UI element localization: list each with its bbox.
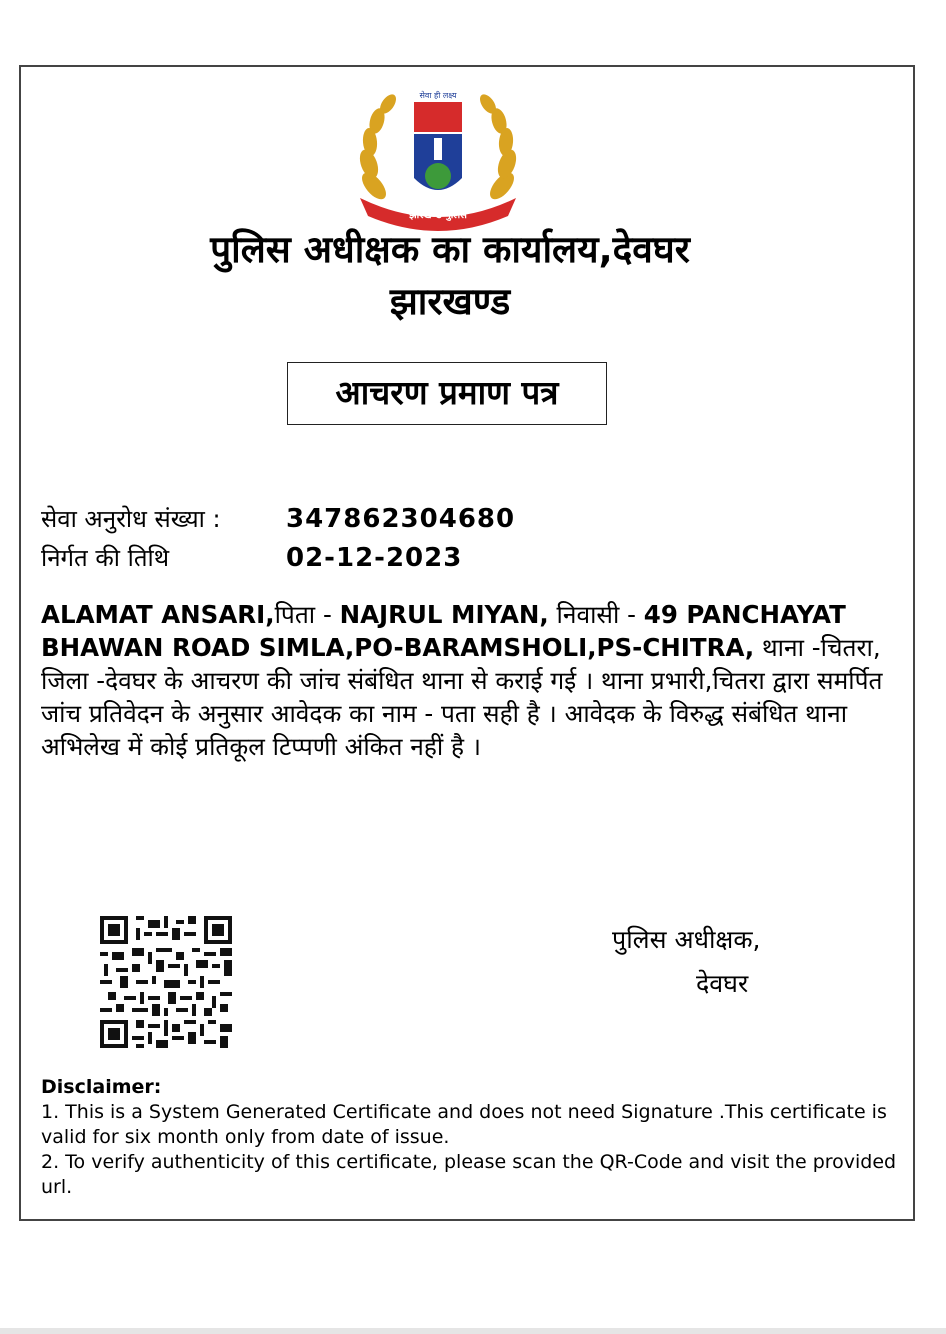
applicant-address: 49 PANCHAYAT BHAWAN ROAD SIMLA,PO-BARAMSHOLI,PS-CHITRA, [41, 600, 846, 662]
qr-code-icon[interactable] [100, 916, 232, 1048]
office-title-line1: पुलिस अधीक्षक का कार्यालय,देवघर [210, 228, 690, 271]
disclaimer-item-1: 1. This is a System Generated Certificate and does not need Signature .This certificate is valid for six month only from date of issue. [41, 1101, 887, 1148]
page-bottom-edge [0, 1328, 946, 1334]
issue-date-value: 02-12-2023 [286, 543, 463, 573]
emblem-motto: सेवा ही लक्ष्य [419, 91, 457, 100]
request-number-row [41, 502, 515, 535]
disclaimer-block [41, 1075, 901, 1200]
signatory-block [612, 918, 761, 1006]
father-label: पिता - [274, 600, 340, 629]
father-name: NAJRUL MIYAN, [339, 600, 549, 629]
address-label: निवासी - [548, 600, 644, 629]
signatory-place: देवघर [696, 969, 749, 998]
disclaimer-item-2: 2. To verify authenticity of this certificate, please scan the QR-Code and visit the provided url. [41, 1151, 897, 1198]
request-number-value: 347862304680 [286, 504, 516, 534]
applicant-name: ALAMAT ANSARI, [41, 600, 275, 629]
disclaimer-heading: Disclaimer: [41, 1076, 162, 1098]
office-title [120, 224, 780, 328]
issue-date-row [41, 541, 462, 574]
request-number-label: सेवा अनुरोध संख्या : [41, 505, 221, 533]
verification-statement: थाना -चितरा, जिला -देवघर के आचरण की जांच संबंधित थाना से कराई गई । थाना प्रभारी,चितरा द्वारा समर्पित जांच प्रतिवेदन के अनुसार आवेदक का नाम - पता सही है । आवेदक के विरुद्ध संबंधित थाना अभिलेख में कोई प्रतिकूल टिप्पणी अंकित नहीं है । [41, 633, 883, 761]
jharkhand-police-emblem-icon [352, 86, 524, 232]
emblem-ribbon-text: झारखण्ड पुलिस [409, 210, 467, 221]
office-title-line2: झारखण्ड [389, 280, 511, 323]
signatory-title: पुलिस अधीक्षक, [612, 925, 761, 954]
certificate-statement [41, 598, 901, 763]
certificate-title: आचरण प्रमाण पत्र [287, 362, 607, 425]
issue-date-label: निर्गत की तिथि [41, 544, 170, 572]
